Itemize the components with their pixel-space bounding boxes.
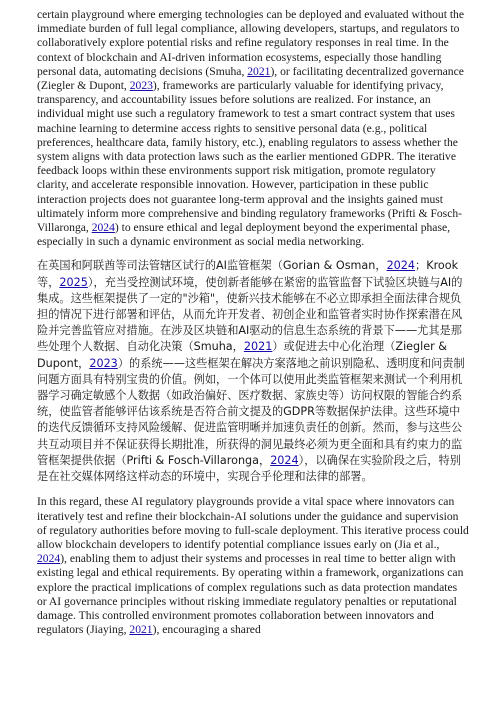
citation-year-link[interactable]: 2024 [91,221,115,235]
text-run: certain playground where emerging technologies can be deployed and evaluated without the immediate burden of full legal compliance, allowing developers, startups, and regulators to collaboratively explore potential risks and refine regulatory responses in real time. In the context of blockchain and AI-driven information ecosystems, especially those handling personal data, automating decisions (Smuha, [37,8,464,78]
citation-year-link[interactable]: 2021 [243,340,273,354]
paragraph-english-2 [37,495,469,637]
text-run: ）或促进去中心化治理（Ziegler & Dupont， [37,340,448,370]
citation-year-link[interactable]: 2023 [129,79,153,93]
text-run: ），以确保在实验阶段之后，特别是在社交媒体网络这样动态的环境中，实现合乎伦理和法律的部署。 [37,453,461,484]
citation-year-link[interactable]: 2021 [247,64,271,78]
text-run: ), enabling them to adjust their systems and processes in real time to better align with existing legal and ethical requirements. By operating within a framework, organizations can explore the practical implications of complex regulations such as data protection mandates or AI governance principles without risking immediate regulatory penalties or reputational damage. This controlled environment promotes collaboration between innovators and regulators (Jiaying, [37,552,464,637]
text-run: ), encouraging a shared [152,623,261,637]
text-run: 在英国和阿联酋等司法管辖区试行的AI监管框架（Gorian & Osman， [37,259,387,273]
text-run: In this regard, these AI regulatory playgrounds provide a vital space where innovators can iteratively test and refine their blockchain-AI solutions under the guidance and supervision of regulatory authorities before moving to full-scale deployment. This iterative process could allow blockchain developers to identify potential compliance issues early on (Jia et al., [37,495,469,551]
citation-year-link[interactable]: 2021 [129,623,153,637]
text-run: ）的系统——这些框架在解决方案落地之前识别隐私、透明度和问责制问题方面具有特别宝贵的价值。例如，一个体可以使用此类监管框架来测试一个利用机器学习确定敏感个人数据（如政治偏好、医疗数据、家族史等）访问权限的智能合约系统，使监管者能够评估该系统是否符合前文提及的GDPR等数据保护法律。这些环境中的迭代反馈循环支持风险缓解、促进监管明晰并加速负责任的创新。然而，参与这些公共互动项目并不保证获得长期批准，所获得的洞见最终必须为更全面和具有约束力的监管框架提供依据（Prifti & Fosch-Villaronga， [37,356,465,467]
paragraph-english-1 [37,8,469,249]
text-run: ；Krook 等， [37,259,459,289]
citation-year-link[interactable]: 2023 [89,356,118,370]
citation-year-link[interactable]: 2024 [270,453,299,467]
text-run: ) to ensure ethical and legal deployment beyond the experimental phase, especially in such a dynamic environment as social media networking. [37,221,451,249]
document-page [37,8,469,637]
text-run: ), or facilitating decentralized governance (Ziegler & Dupont, [37,64,464,93]
citation-year-link[interactable]: 2024 [37,552,61,566]
paragraph-chinese-translation [37,258,469,485]
citation-year-link[interactable]: 2024 [386,259,416,273]
text-run: ), frameworks are particularly valuable for identifying privacy, transparency, and accountability issues before solutions are realized. For instance, an individual might use such a regulatory framework to test a smart contract system that uses machine learning to determine access rights to sensitive personal data (e.g., political preferences, healthcare data, family history, etc.), enabling regulators to assess whether the system aligns with data protection laws such as the earlier mentioned GDPR. The iterative feedback loops within these environments support risk mitigation, promote regulatory clarity, and accelerate responsible innovation. However, participation in these public interaction projects does not guarantee long-term approval and the insights gained must ultimately inform more comprehensive and binding regulatory frameworks (Prifti & Fosch-Villaronga, [37,79,463,235]
text-run: ），充当受控测试环境，使创新者能够在紧密的监管监督下试验区块链与AI的集成。这些框架提供了一定的"沙箱"，使新兴技术能够在不必立即承担全面法律合规负担的情况下进行部署和评估，从而允许开发者、初创企业和监管者实时协作探索潜在风险并完善监管应对措施。在涉及区块链和AI驱动的信息生态系统的背景下——尤其是那些处理个人数据、自动化决策（Smuha， [37,275,463,354]
citation-year-link[interactable]: 2025 [59,275,88,289]
